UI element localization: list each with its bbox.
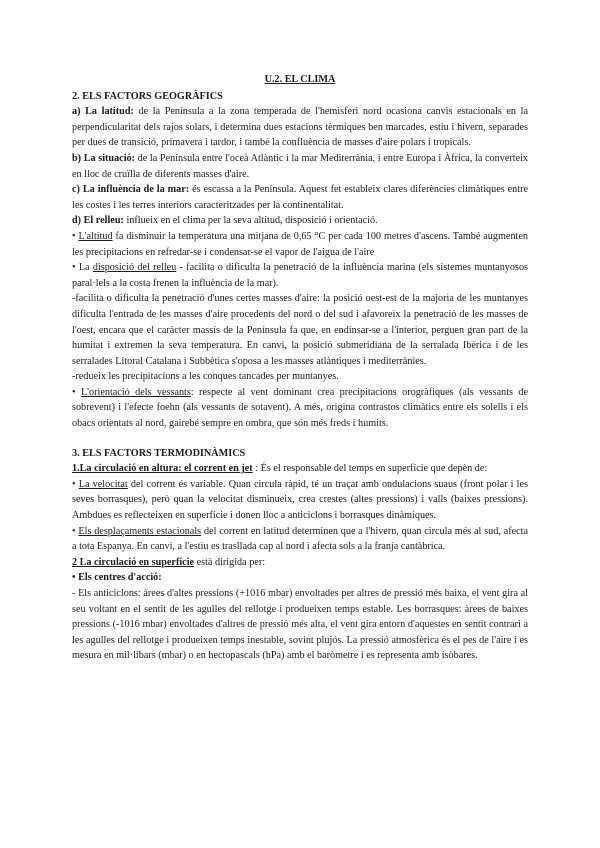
label-velocity: La velocitat	[78, 478, 128, 490]
paragraph-surface-circulation	[72, 555, 528, 571]
paragraph-relief	[72, 213, 528, 229]
paragraph-situation	[72, 151, 528, 182]
label-action-centres: • Els centres d'acció:	[72, 572, 162, 584]
text-slope-orientation: : respecte al vent dominant crea precipitacions orogràfiques (als vessants de sobrevent) i l'efecte foehn (als vessants de sotavent). A més, origina contrastos climàtics entre els solells i els obacs orientats al nord, gairebé sempre en ombra, que són més freds i humits.	[72, 386, 529, 430]
text-surface-circulation: està dirigida per:	[194, 556, 266, 568]
text-jet-stream: : És el responsable del temps en superfície que depèn de:	[252, 463, 488, 475]
paragraph-latitude	[72, 104, 528, 151]
paragraph-sea-influence	[72, 182, 528, 213]
text-relief: influeix en el clima per la seva altitud, disposició i orientació.	[123, 215, 378, 227]
paragraph-jet-stream	[72, 461, 528, 477]
text-latitude: de la Península a la zona temperada de l'hemisferi nord ocasiona canvis estacionals en la perpendicularitat dels rajos solars, i determina dues estacions tèrmiques ben marcades, estiu i hivern, separades per dues de transició, primavera i tardor, i també la confluència de masses d'aire polars i tropicals.	[72, 106, 528, 149]
label-relief-disposition: disposició del relleu	[92, 262, 177, 274]
text-situation: de la Península entre l'oceà Atlàntic i la mar Mediterrània, i entre Europa i Àfrica, la converteix en lloc de cruïlla de diferents masses d'aire.	[72, 152, 529, 180]
section-heading-geographic-factors: 2. ELS FACTORS GEOGRÀFICS	[72, 90, 223, 102]
text-velocity: del corrent és variable. Quan circula ràpid, té un traçat amb ondulacions suaus (front polar i les seves borrasques), però quan la velocitat disminueix, crea crestes (altes pressions) i valls (baixes pressions). Ambdues es reflecteixen en superfície i donen lloc a anticiclons i borrasques dinàmiques.	[72, 478, 528, 522]
label-situation: b) La situació:	[72, 152, 136, 164]
label-surface-circulation: 2 La circulació en superfície	[72, 556, 195, 568]
label-latitude: a) La latitud:	[72, 106, 134, 118]
label-jet-stream: 1.La circulació en altura: el corrent en jet	[72, 463, 253, 475]
bullet-marker: • La	[72, 262, 93, 274]
paragraph-precipitation: -redueix les precipitacions a les conques tancades per muntanyes.	[72, 371, 339, 383]
bullet-marker: •	[72, 386, 81, 398]
label-altitude: L'altitud	[78, 230, 113, 242]
bullet-marker: •	[72, 525, 79, 537]
bullet-relief-disposition	[72, 260, 528, 291]
label-sea-influence: c) La influència de la mar:	[72, 184, 190, 196]
section-spacer	[72, 432, 528, 446]
document-body	[72, 72, 528, 664]
text-seasonal-shifts: del corrent en latitud determinen que a l'hivern, quan circula més al sud, afecta a tota Espanya. En canvi, a l'estiu es trasllada cap al nord i afecta sols a la franja cantàbrica.	[72, 525, 528, 553]
text-altitude: fa disminuir la temperatura una mitjana de 0,65 °C per cada 100 metres d'ascens. També augmenten les precipitacions en refredar-se i condensar-se el vapor de l'aigua de l'aire	[72, 230, 528, 258]
bullet-marker: •	[72, 230, 79, 242]
label-seasonal-shifts: Els desplaçaments estacionals	[78, 525, 202, 537]
bullet-altitude	[72, 229, 528, 260]
bullet-seasonal-shifts	[72, 524, 528, 555]
bullet-slope-orientation	[72, 385, 528, 432]
label-slope-orientation: L'orientació dels vessants	[80, 386, 191, 398]
bullet-marker: •	[72, 478, 79, 490]
bullet-velocity	[72, 477, 528, 524]
text-relief-disposition: - facilita o dificulta la penetració de la influència marina (els sistemes muntanyosos paral·lels a la costa frenen la influència de la mar).	[72, 262, 528, 289]
label-relief: d) El relleu:	[72, 215, 124, 227]
page-title: U.2. EL CLIMA	[264, 74, 336, 85]
text-sea-influence: és escassa a la Península. Aquest fet estableix clares diferències climàtiques entre les costes i les terres interiors caracteritzades per la continentalitat.	[72, 184, 528, 211]
paragraph-anticyclones: - Els anticiclons: àrees d'altes pressions (+1016 mbar) envoltades per altres de pressió més baixa, el vent gira al seu voltant en el sentit de les agulles del rellotge i produeixen temps estable. Les borrasques: àrees de baixes pressions (-1016 mbar) envoltades d'altres de pressió més alta, el vent gira entorn d'aquestes en sentit contrari a les agulles del rellotge i produeixen temps inestable, sovint plujós. La pressió atmosfèrica és el pes de l'aire i es mesura en mil·libars (mbar) o en hectopascals (hPa) amb el baròmetre i es representa amb isòbares.	[72, 588, 528, 662]
section-heading-thermodynamic-factors: 3. ELS FACTORS TERMODINÀMICS	[72, 447, 246, 459]
paragraph-air-masses: -facilita o dificulta la penetració d'unes certes masses d'aire: la posició oest-est de la majoria de les muntanyes dificulta l'entrada de les masses d'aire procedents del nord o del sud i afavoreix la penetració de les masses de l'oest, encara que el caràcter massís de la Península fa que, en endinsar-se a l'interior, perguen gran part de la humitat i extremen la seva temperatura. En canvi, la posició submeridiana de la serralada Ibèrica i de les serralades Litoral Catalana i Subbètica s'oposa a les masses atlàntiques i mediterrànies.	[72, 293, 528, 367]
